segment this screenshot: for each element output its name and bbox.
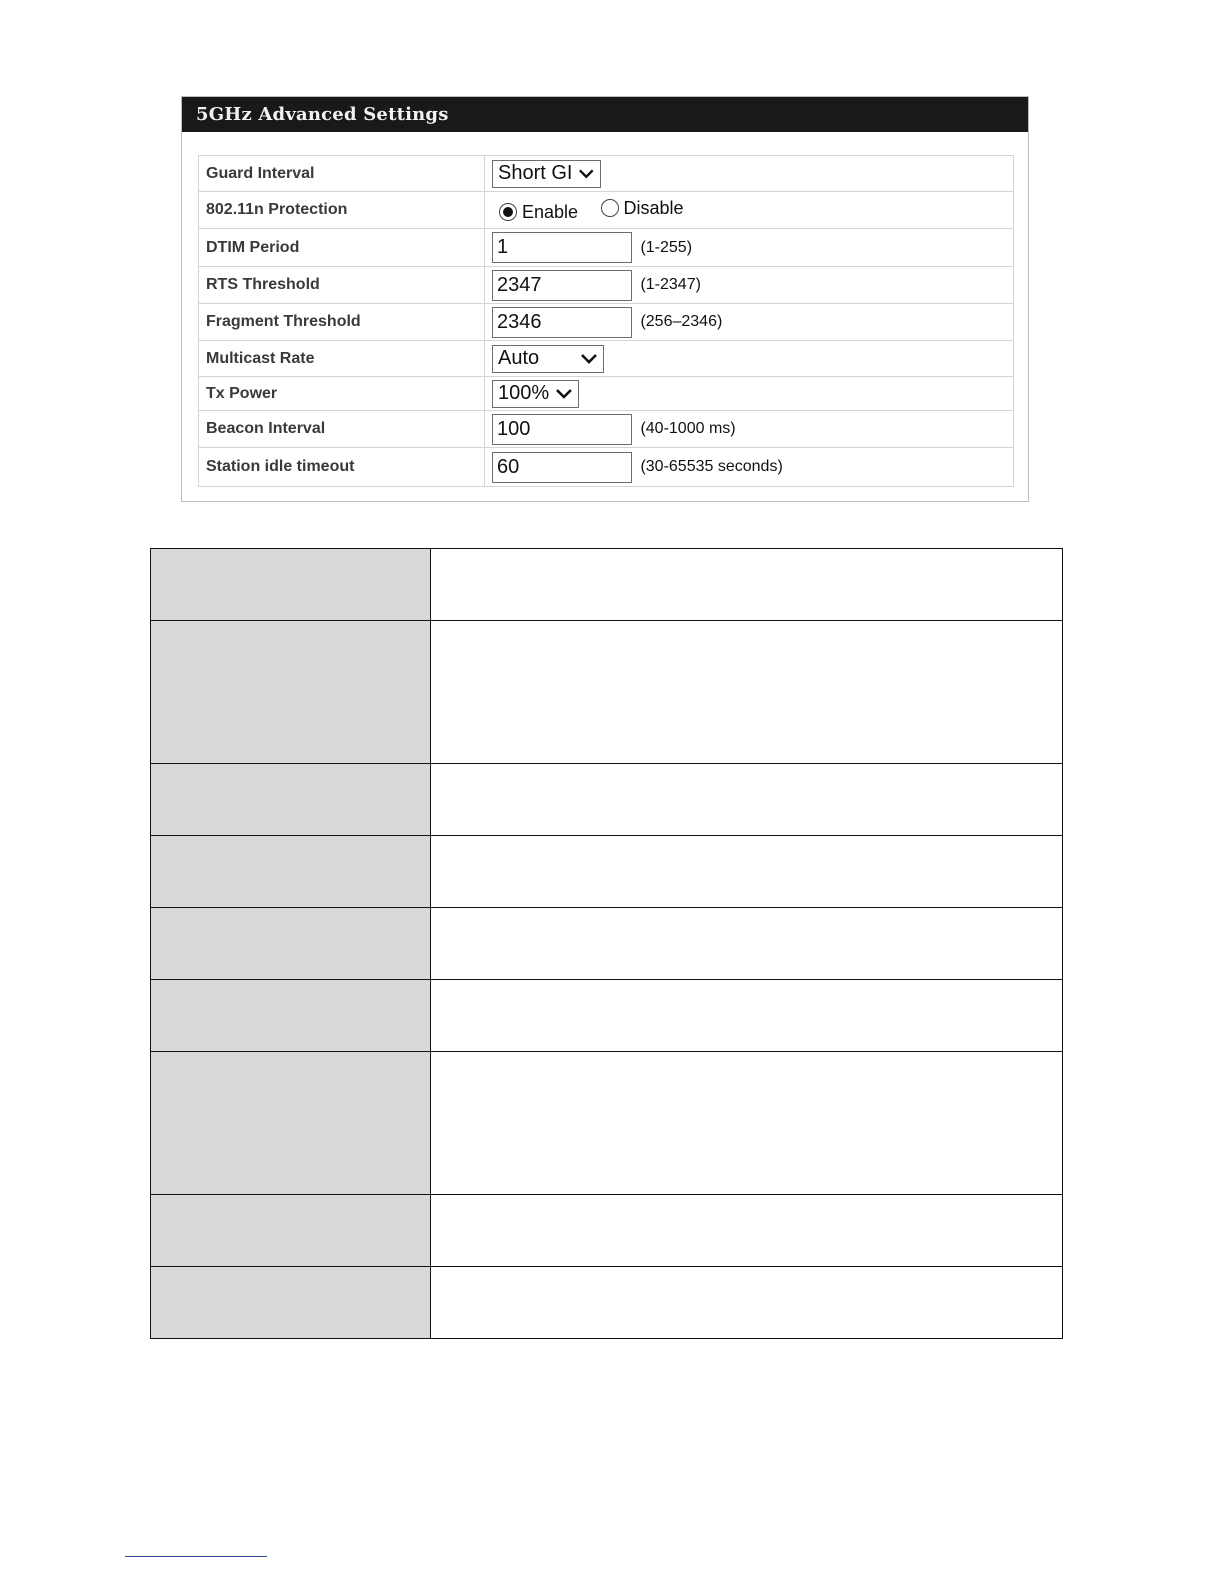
term-cell	[151, 621, 431, 764]
setting-label: Fragment Threshold	[199, 304, 485, 341]
rts-threshold-input[interactable]: 2347	[492, 270, 632, 301]
protection-disable-option[interactable]	[601, 198, 684, 219]
table-row	[151, 621, 1063, 764]
station-idle-timeout-input[interactable]: 60	[492, 452, 632, 483]
setting-row-fragment-threshold	[199, 304, 1014, 341]
range-hint: (1-2347)	[640, 276, 701, 293]
table-row	[151, 980, 1063, 1052]
table-row	[151, 1195, 1063, 1267]
tx-power-select[interactable]	[492, 380, 579, 408]
chevron-down-icon	[580, 353, 598, 365]
range-hint: (40-1000 ms)	[640, 420, 736, 437]
description-cell	[431, 549, 1063, 621]
footnote-separator	[125, 1556, 267, 1557]
radio-checked-icon[interactable]	[499, 203, 517, 221]
term-cell	[151, 1052, 431, 1195]
description-cell	[431, 1195, 1063, 1267]
advanced-settings-panel	[181, 96, 1029, 502]
table-row	[151, 908, 1063, 980]
setting-row-rts-threshold	[199, 267, 1014, 304]
table-row	[151, 1052, 1063, 1195]
setting-label: Guard Interval	[199, 156, 485, 192]
select-value: 100%	[498, 382, 550, 404]
panel-title: 5GHz Advanced Settings	[182, 97, 1028, 132]
range-hint: (1-255)	[640, 238, 693, 256]
radio-label: Enable	[522, 201, 579, 222]
description-cell	[431, 836, 1063, 908]
description-cell	[431, 621, 1063, 764]
description-cell	[431, 1267, 1063, 1339]
term-cell	[151, 1195, 431, 1267]
description-cell	[431, 980, 1063, 1052]
setting-row-beacon-interval	[199, 411, 1014, 448]
select-value: Short GI	[498, 162, 573, 184]
setting-row-dtim-period	[199, 229, 1014, 267]
setting-label: Station idle timeout	[199, 448, 485, 487]
term-cell	[151, 764, 431, 836]
beacon-interval-input[interactable]: 100	[492, 414, 632, 445]
table-row	[151, 764, 1063, 836]
setting-row-multicast-rate	[199, 341, 1014, 377]
protection-enable-option[interactable]	[499, 202, 578, 223]
setting-row-guard-interval	[199, 156, 1014, 192]
setting-label: Beacon Interval	[199, 411, 485, 448]
guard-interval-select[interactable]	[492, 160, 601, 188]
dtim-period-input[interactable]: 1	[492, 232, 632, 263]
radio-icon[interactable]	[601, 199, 619, 217]
range-hint: (256–2346)	[640, 313, 723, 330]
setting-label: Tx Power	[199, 377, 485, 411]
term-cell	[151, 908, 431, 980]
chevron-down-icon	[555, 388, 573, 400]
setting-row-tx-power	[199, 377, 1014, 411]
range-hint: (30-65535 seconds)	[640, 458, 783, 475]
description-cell	[431, 764, 1063, 836]
setting-label: RTS Threshold	[199, 267, 485, 304]
setting-label: Multicast Rate	[199, 341, 485, 377]
description-table	[150, 548, 1063, 1339]
radio-label: Disable	[623, 197, 684, 218]
term-cell	[151, 836, 431, 908]
term-cell	[151, 980, 431, 1052]
setting-label: DTIM Period	[199, 229, 485, 267]
description-cell	[431, 1052, 1063, 1195]
chevron-down-icon	[578, 168, 595, 180]
multicast-rate-select[interactable]	[492, 345, 604, 373]
fragment-threshold-input[interactable]: 2346	[492, 307, 632, 338]
term-cell	[151, 549, 431, 621]
term-cell	[151, 1267, 431, 1339]
settings-table	[198, 155, 1014, 487]
setting-label: 802.11n Protection	[199, 192, 485, 229]
select-value: Auto	[498, 347, 540, 369]
description-cell	[431, 908, 1063, 980]
setting-row-protection	[199, 192, 1014, 229]
setting-row-station-idle-timeout	[199, 448, 1014, 487]
table-row	[151, 1267, 1063, 1339]
table-row	[151, 549, 1063, 621]
table-row	[151, 836, 1063, 908]
